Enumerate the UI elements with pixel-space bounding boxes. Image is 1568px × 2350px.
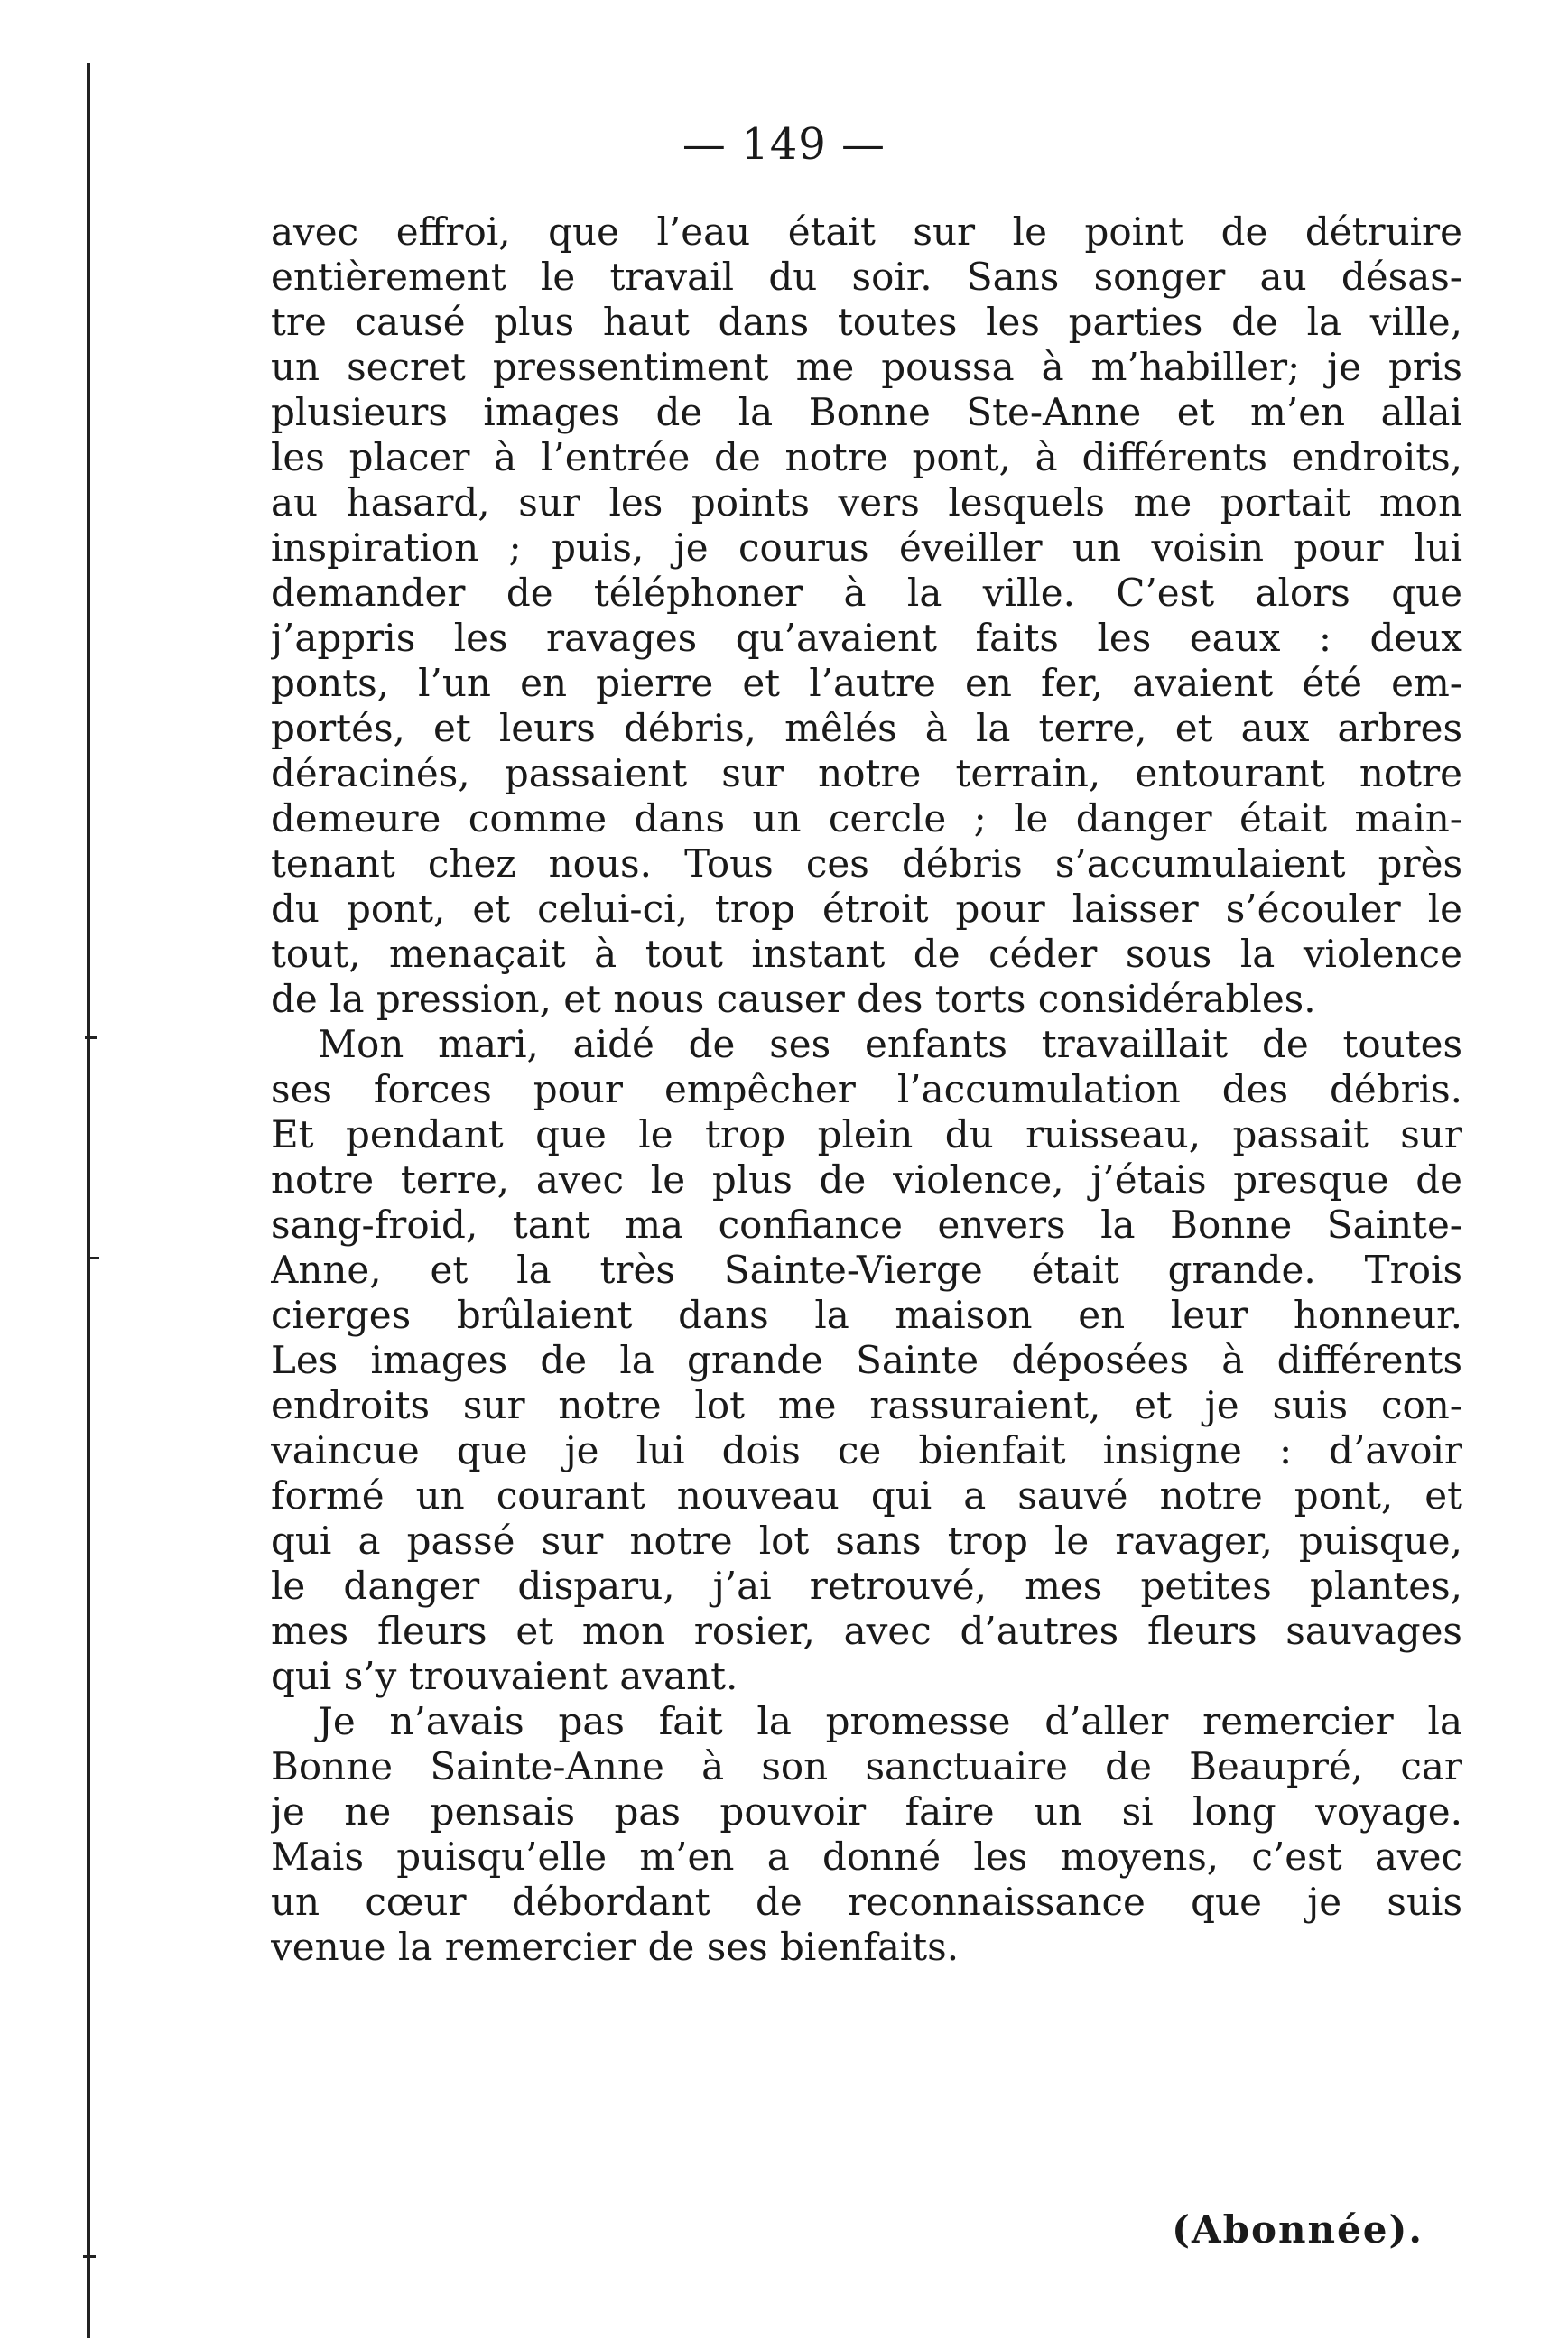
text-line: demeure comme dans un cercle ; le danger était main- [271,796,1462,841]
text-line: j’appris les ravages qu’avaient faits les eaux : deux [271,616,1462,660]
text-line: le danger disparu, j’ai retrouvé, mes petites plantes, [271,1564,1462,1608]
text-line: inspiration ; puis, je courus éveiller un voisin pour lui [271,525,1462,570]
binding-mark [87,1257,99,1259]
page-number: — 149 — [682,119,886,170]
text-line: tenant chez nous. Tous ces débris s’accumulaient près [271,841,1462,886]
text-line: endroits sur notre lot me rassuraient, et je suis con- [271,1383,1462,1427]
text-line: ponts, l’un en pierre et l’autre en fer, avaient été em- [271,661,1462,705]
text-line: Mon mari, aidé de ses enfants travaillait de toutes [318,1022,1462,1066]
text-line: vaincue que je lui dois ce bienfait insigne : d’avoir [271,1428,1462,1472]
text-line: un secret pressentiment me poussa à m’habiller; je pris [271,345,1462,389]
text-line: ses forces pour empêcher l’accumulation des débris. [271,1067,1462,1111]
text-line: demander de téléphoner à la ville. C’est alors que [271,571,1462,615]
text-line: sang-froid, tant ma confiance envers la Bonne Sainte- [271,1203,1462,1247]
text-line: formé un courant nouveau qui a sauvé notre pont, et [271,1473,1462,1518]
text-line: Les images de la grande Sainte déposées à différents [271,1338,1462,1382]
text-line: Anne, et la très Sainte-Vierge était grande. Trois [271,1248,1462,1292]
text-line: venue la remercier de ses bienfaits. [271,1925,960,1969]
text-line: qui s’y trouvaient avant. [271,1654,738,1698]
text-line: qui a passé sur notre lot sans trop le ravager, puisque, [271,1519,1462,1563]
paragraph-3 [271,1699,1462,1970]
text-line: les placer à l’entrée de notre pont, à différents endroits, [271,435,1462,479]
binding-mark [85,1036,97,1039]
text-line: tre causé plus haut dans toutes les parties de la ville, [271,300,1462,344]
text-line: du pont, et celui-ci, trop étroit pour laisser s’écouler le [271,887,1462,931]
text-line: Et pendant que le trop plein du ruisseau, passait sur [271,1112,1462,1156]
text-line: mes fleurs et mon rosier, avec d’autres fleurs sauvages [271,1609,1462,1653]
binding-edge-line [87,63,90,2338]
text-line: plusieurs images de la Bonne Ste-Anne et m’en allai [271,390,1462,434]
text-line: entièrement le travail du soir. Sans songer au désas- [271,255,1462,299]
text-line: avec effroi, que l’eau était sur le point de détruire [271,209,1462,254]
text-line: notre terre, avec le plus de violence, j’étais presque de [271,1157,1462,1202]
signature: (Abonnée). [1172,2207,1424,2252]
text-line: au hasard, sur les points vers lesquels me portait mon [271,480,1462,525]
text-line: Bonne Sainte-Anne à son sanctuaire de Beaupré, car [271,1744,1462,1788]
text-line: Mais puisqu’elle m’en a donné les moyens, c’est avec [271,1834,1462,1879]
text-line: Je n’avais pas fait la promesse d’aller remercier la [318,1699,1462,1743]
text-line: tout, menaçait à tout instant de céder sous la violence [271,932,1462,976]
body-text [271,209,1462,1970]
paragraph-1 [271,209,1462,1022]
text-line: je ne pensais pas pouvoir faire un si long voyage. [271,1789,1462,1834]
paragraph-2 [271,1022,1462,1699]
binding-mark [83,2255,96,2258]
text-line: cierges brûlaient dans la maison en leur honneur. [271,1293,1462,1337]
text-line: un cœur débordant de reconnaissance que je suis [271,1880,1462,1924]
text-line: de la pression, et nous causer des torts considérables. [271,977,1316,1021]
text-line: portés, et leurs débris, mêlés à la terre, et aux arbres [271,706,1462,750]
text-line: déracinés, passaient sur notre terrain, entourant notre [271,751,1462,795]
